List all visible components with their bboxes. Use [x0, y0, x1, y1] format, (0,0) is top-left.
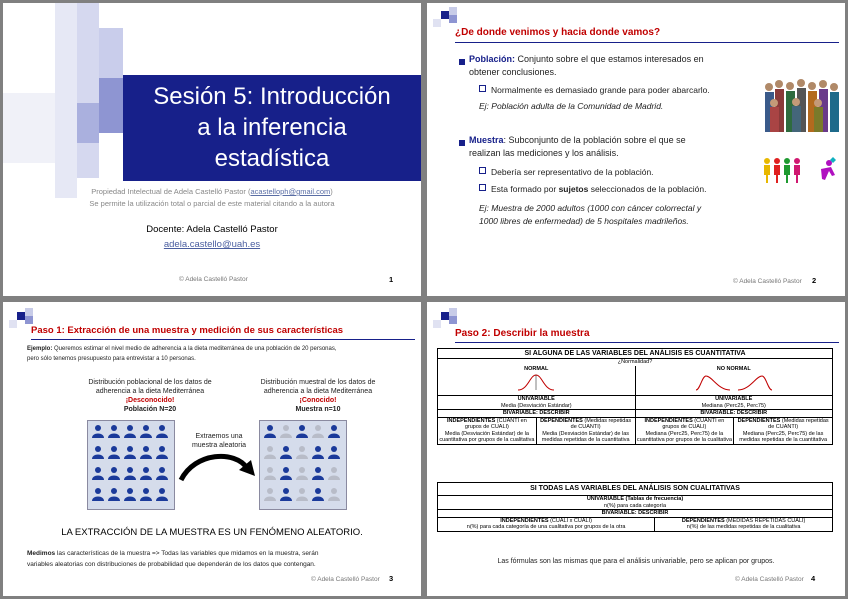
person-icon — [91, 487, 105, 501]
property-email-link[interactable]: acastelloph@gmail.com — [250, 187, 331, 196]
slide-1-title: Sesión 5: Introducción a la inferencia estadística — [153, 83, 391, 172]
muestra-note-1: Debería ser representativo de la población. — [479, 166, 654, 179]
person-icon — [91, 424, 105, 438]
no-normal-cell: NO NORMAL — [635, 366, 833, 396]
slide-3 — [3, 302, 421, 596]
footer: © Adela Castelló Pastor — [179, 276, 248, 283]
person-icon — [263, 445, 277, 459]
person-icon — [123, 466, 137, 480]
deco-square — [449, 316, 457, 324]
deco-square — [55, 3, 77, 198]
deco-square — [449, 7, 457, 15]
curved-arrow-icon — [181, 456, 247, 480]
person-icon — [139, 487, 153, 501]
deco-square — [17, 312, 25, 320]
deco-square — [449, 308, 457, 316]
univariable-freq: UNIVARIABLE (Tablas de frecuencia) n(%) para cada categoría — [438, 496, 833, 510]
title-rule — [455, 342, 839, 343]
person-icon — [311, 466, 325, 480]
person-icon — [327, 487, 341, 501]
person-icon — [91, 445, 105, 459]
page-number: 3 — [389, 574, 394, 583]
muestra-example: Ej: Muestra de 2000 adultos (1000 con cáncer colorrectal y 1000 libres de enfermedad) de 5 hospitales madrileños. — [479, 203, 702, 226]
page-number: 1 — [389, 275, 394, 284]
person-icon — [123, 424, 137, 438]
person-icon — [123, 487, 137, 501]
footer: © Adela Castelló Pastor — [733, 278, 802, 285]
slide-2-title: ¿De donde venimos y hacia donde vamos? — [455, 27, 661, 38]
deco-square — [77, 103, 99, 143]
deco-square — [433, 320, 441, 328]
deco-square — [99, 78, 123, 133]
arrow-label: Extraemos una muestra aleatoria — [191, 433, 247, 449]
permission-note: Se permite la utilización total o parcial de este material citando a la autora — [89, 199, 335, 208]
slide-2 — [427, 3, 845, 296]
crowd-icon — [763, 77, 841, 135]
people-figures-icon — [764, 157, 836, 183]
example-text: Ejemplo: Queremos estimar el nivel medio de adherencia a la dieta mediterránea de una población de 20 personas, pero sólo tenemos presupuesto para entrevistar a 10 personas. — [27, 346, 337, 362]
person-icon — [155, 487, 169, 501]
person-icon — [327, 466, 341, 480]
person-icon — [295, 466, 309, 480]
person-icon — [91, 466, 105, 480]
person-icon — [123, 445, 137, 459]
person-icon — [107, 424, 121, 438]
sample-heading: Distribución muestral de los datos de adherencia a la dieta Mediterránea ¡Conocido! Muestra n=10 — [260, 379, 376, 413]
deco-square — [3, 93, 55, 163]
univariable-normal: UNIVARIABLE Media (Desviación Estándar) — [438, 396, 636, 410]
person-icon — [155, 466, 169, 480]
person-icon — [107, 466, 121, 480]
person-icon — [311, 424, 325, 438]
muestra-note-2: Esta formado por sujetos seleccionados de la población. — [479, 183, 706, 196]
formulas-note: Las fórmulas son las mismas que para el análisis univariable, pero se aplican por grupos. — [497, 558, 775, 565]
skewed-curve-icon — [694, 373, 774, 391]
indep-cuali: INDEPENDIENTES (CUALI x CUALI) n(%) para cada categoría de una cualitativa por grupos de la otra — [438, 517, 655, 531]
docente: Docente: Adela Castelló Pastor — [146, 224, 278, 235]
person-icon — [107, 445, 121, 459]
person-icon — [263, 487, 277, 501]
deco-square — [99, 28, 123, 78]
person-icon — [279, 466, 293, 480]
normal-curve-icon — [516, 373, 556, 391]
person-icon — [155, 445, 169, 459]
bivariable-no-normal: BIVARIABLE: DESCRIBIR — [635, 410, 833, 418]
person-icon — [295, 445, 309, 459]
title-rule — [31, 339, 415, 340]
deco-square — [25, 308, 33, 316]
slide-4-title: Paso 2: Describir la muestra — [455, 328, 590, 339]
muestra-definition: Muestra: Subconjunto de la población sobre el que se realizan las mediciones y los análisis. — [469, 135, 686, 158]
footer: © Adela Castelló Pastor — [735, 576, 804, 583]
person-icon — [139, 445, 153, 459]
random-statement: LA EXTRACCIÓN DE LA MUESTRA ES UN FENÓMENO ALEATORIO. — [61, 527, 363, 538]
normalidad-label: ¿Normalidad? — [438, 359, 833, 366]
deco-square — [441, 312, 449, 320]
crowd-image — [763, 77, 841, 135]
population-heading: Distribución poblacional de los datos de adherencia a la dieta Mediterránea ¡Desconocido! Población N=20 — [88, 379, 212, 413]
person-icon — [155, 424, 169, 438]
person-icon — [295, 424, 309, 438]
title-rule — [455, 42, 839, 43]
medimos-text: Medimos las características de la muestra => Todas las variables que midamos en la muestra, serán variables aleatorias con distribuciones de probabilidad que dependerán de los datos que contengan. — [27, 550, 319, 568]
person-icon — [263, 466, 277, 480]
poblacion-definition: Población: Conjunto sobre el que estamos interesados en obtener conclusiones. — [469, 54, 704, 77]
person-icon — [107, 487, 121, 501]
table1-header: SI ALGUNA DE LAS VARIABLES DEL ANÁLISIS ES CUANTITATIVA — [438, 349, 833, 359]
bivariable-normal: BIVARIABLE: DESCRIBIR — [438, 410, 636, 418]
slide-4 — [427, 302, 845, 596]
sample-figures-image — [761, 153, 841, 189]
person-icon — [263, 424, 277, 438]
docente-email-link[interactable]: adela.castello@uah.es — [163, 239, 261, 250]
indep-normal: INDEPENDIENTES (CUANTI en grupos de CUALI) Media (Desviación Estándar) de la cuantitativa por grupos de la cualitativa — [439, 417, 535, 443]
deco-square — [441, 11, 449, 19]
person-icon — [327, 424, 341, 438]
property-note: Propiedad Intelectual de Adela Castelló Pastor (acastelloph@gmail.com) — [91, 187, 333, 196]
univariable-no-normal: UNIVARIABLE Mediana (Perc25, Perc75) — [635, 396, 833, 410]
indep-no-normal: INDEPENDIENTES (CUANTI en grupos de CUALI) Mediana (Perc25, Perc75) de la cuantitativa por grupos de la cualitativa — [636, 417, 732, 443]
slide-3-title: Paso 1: Extracción de una muestra y medición de sus características — [31, 325, 344, 336]
poblacion-example: Ej: Población adulta de la Comunidad de Madrid. — [479, 101, 664, 111]
bivariable-cuali: BIVARIABLE: DESCRIBIR — [438, 510, 833, 518]
deco-square — [449, 15, 457, 23]
person-icon — [311, 487, 325, 501]
slide-1 — [3, 3, 421, 296]
dep-cuali: DEPENDIENTES (MEDIDAS REPETIDAS CUALI) n(%) de las medidas repetidas de la cualitativa — [655, 517, 833, 531]
person-icon — [139, 466, 153, 480]
deco-square — [25, 316, 33, 324]
qualitative-table — [437, 482, 833, 532]
person-icon — [279, 487, 293, 501]
poblacion-note: Normalmente es demasiado grande para poder abarcarlo. — [479, 84, 710, 97]
dep-normal: DEPENDIENTES (Medidas repetidas de CUANTI) Media (Desviación Estándar) de las medidas repetidas de la cuantitativa — [536, 417, 635, 444]
person-icon — [279, 424, 293, 438]
page-number: 2 — [812, 276, 817, 285]
quantitative-table — [437, 348, 833, 445]
person-icon — [139, 424, 153, 438]
normal-cell: NORMAL — [438, 366, 636, 396]
deco-square — [433, 19, 441, 27]
bullet — [459, 59, 465, 65]
bullet — [459, 140, 465, 146]
deco-square — [9, 320, 17, 328]
dep-no-normal: DEPENDIENTES (Medidas repetidas de CUANTI) Mediana (Perc25, Perc75) de las medidas repetidas de la cuantitativa — [734, 417, 833, 444]
footer: © Adela Castelló Pastor — [311, 576, 380, 583]
table2-header: SI TODAS LAS VARIABLES DEL ANÁLISIS SON CUALITATIVAS — [438, 483, 833, 496]
deco-square — [77, 3, 99, 178]
page-number: 4 — [811, 574, 816, 583]
person-icon — [279, 445, 293, 459]
person-icon — [295, 487, 309, 501]
extraction-arrow — [175, 450, 261, 484]
person-icon — [311, 445, 325, 459]
person-icon — [327, 445, 341, 459]
